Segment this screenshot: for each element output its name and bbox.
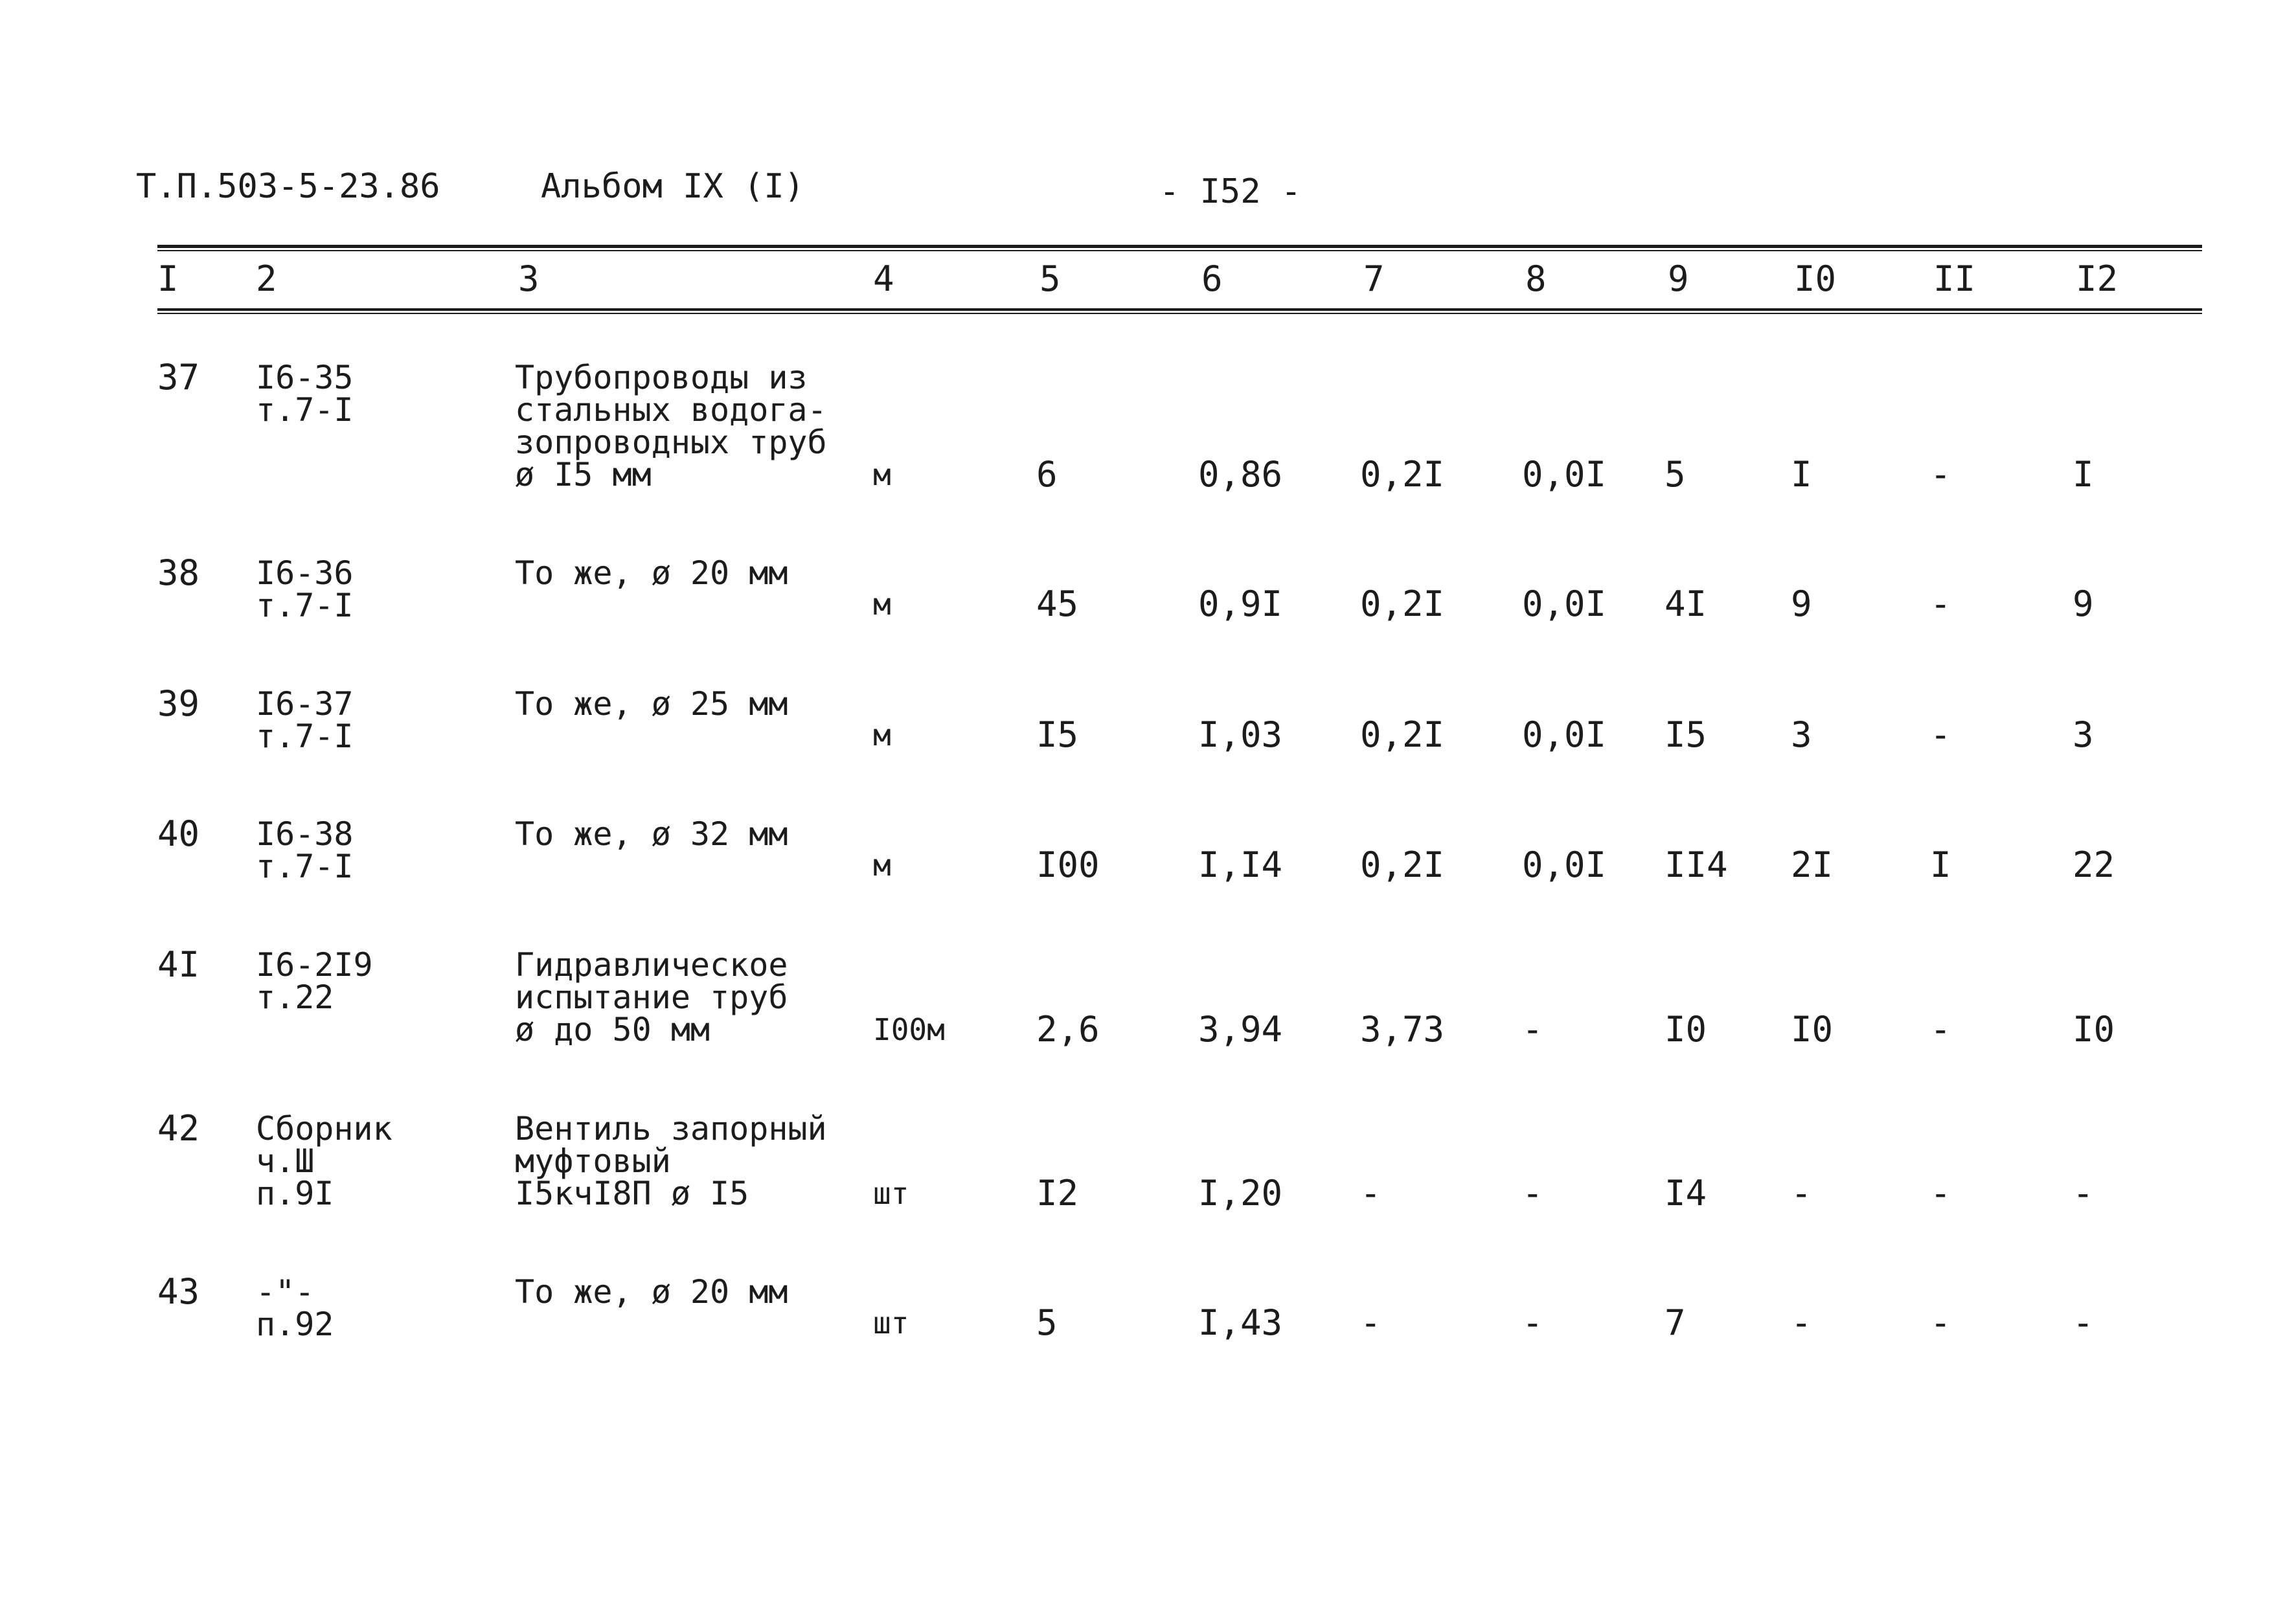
cell-unit: шт [873,1306,909,1340]
cell-c11: - [1930,454,1951,495]
cell-ref: I6-36 т.7-I [256,554,354,624]
column-header-10: I0 [1794,258,1837,299]
cell-c8: 0,0I [1522,714,1607,755]
column-header-9: 9 [1668,258,1689,299]
cell-c6: I,20 [1198,1173,1283,1214]
column-header-11: II [1933,258,1976,299]
cell-num: 37 [157,357,200,398]
cell-unit: шт [873,1176,909,1211]
cell-c6: 0,9I [1198,583,1283,624]
header-bottom-rule [157,308,2202,311]
column-header-3: 3 [518,258,540,299]
cell-c9: 4I [1665,583,1707,624]
header-bottom-rule-thin [157,313,2202,314]
cell-c8: - [1522,1173,1543,1214]
cell-c7: 0,2I [1360,844,1445,885]
cell-c7: - [1360,1302,1381,1343]
table-top-rule [157,245,2202,248]
cell-c10: - [1791,1302,1812,1343]
cell-c8: - [1522,1009,1543,1050]
cell-ref: I6-35 т.7-I [256,359,354,429]
cell-c5: 2,6 [1036,1009,1100,1050]
cell-c8: - [1522,1302,1543,1343]
cell-c11: - [1930,1009,1951,1050]
column-header-4: 4 [873,258,894,299]
cell-unit: м [873,848,891,883]
column-header-12: I2 [2076,258,2119,299]
cell-c12: I0 [2073,1009,2115,1050]
cell-ref: I6-2I9 т.22 [256,946,373,1016]
cell-c10: 9 [1791,583,1812,624]
cell-c8: 0,0I [1522,844,1607,885]
column-header-7: 7 [1363,258,1385,299]
cell-c9: I4 [1665,1173,1707,1214]
cell-c10: 3 [1791,714,1812,755]
cell-c7: 0,2I [1360,714,1445,755]
cell-c11: I [1930,844,1951,885]
page-number: - I52 - [1159,172,1302,211]
cell-c9: I5 [1665,714,1707,755]
cell-num: 40 [157,813,200,854]
cell-unit: м [873,718,891,752]
cell-name: Гидравлическое испытание труб ø до 50 мм [515,946,788,1048]
cell-c12: 3 [2073,714,2094,755]
cell-c10: I0 [1791,1009,1834,1050]
cell-unit: I00м [873,1012,945,1047]
cell-c5: 45 [1036,583,1079,624]
cell-name: То же, ø 20 мм [515,1273,788,1311]
album-title: Альбом IX (I) [541,167,804,206]
cell-c11: - [1930,583,1951,624]
cell-c6: 3,94 [1198,1009,1283,1050]
cell-c10: 2I [1791,844,1834,885]
cell-unit: м [873,457,891,492]
cell-c7: 3,73 [1360,1009,1445,1050]
cell-name: Трубопроводы из стальных водога- зопроводных труб ø I5 мм [515,359,827,493]
cell-name: То же, ø 32 мм [515,815,788,853]
cell-c11: - [1930,714,1951,755]
cell-num: 39 [157,683,200,724]
cell-c10: - [1791,1173,1812,1214]
cell-name: Вентиль запорный муфтовый I5кчI8П ø I5 [515,1110,827,1212]
cell-c9: II4 [1665,844,1728,885]
cell-name: То же, ø 20 мм [515,554,788,592]
cell-name: То же, ø 25 мм [515,685,788,723]
cell-num: 38 [157,552,200,593]
column-header-5: 5 [1040,258,1061,299]
cell-c10: I [1791,454,1812,495]
cell-c6: I,43 [1198,1302,1283,1343]
cell-c6: 0,86 [1198,454,1283,495]
column-header-8: 8 [1525,258,1547,299]
cell-unit: м [873,587,891,622]
cell-c12: I [2073,454,2094,495]
cell-c12: - [2073,1173,2094,1214]
cell-c5: I2 [1036,1173,1079,1214]
cell-c6: I,03 [1198,714,1283,755]
cell-ref: I6-37 т.7-I [256,685,354,755]
cell-c11: - [1930,1173,1951,1214]
cell-c9: 7 [1665,1302,1686,1343]
cell-c12: 9 [2073,583,2094,624]
cell-c11: - [1930,1302,1951,1343]
cell-num: 42 [157,1108,200,1149]
cell-c12: - [2073,1302,2094,1343]
cell-c9: I0 [1665,1009,1707,1050]
cell-c12: 22 [2073,844,2115,885]
cell-ref: I6-38 т.7-I [256,815,354,885]
cell-c5: I5 [1036,714,1079,755]
document-code: Т.П.503-5-23.86 [136,167,440,206]
cell-c7: 0,2I [1360,583,1445,624]
cell-c6: I,I4 [1198,844,1283,885]
cell-c5: 5 [1036,1302,1058,1343]
table-top-rule-thin [157,250,2202,251]
cell-ref: -"- п.92 [256,1273,334,1343]
cell-c8: 0,0I [1522,454,1607,495]
cell-c9: 5 [1665,454,1686,495]
cell-c5: 6 [1036,454,1058,495]
column-header-6: 6 [1201,258,1223,299]
cell-c7: - [1360,1173,1381,1214]
column-header-1: I [157,258,179,299]
cell-c8: 0,0I [1522,583,1607,624]
cell-c7: 0,2I [1360,454,1445,495]
cell-ref: Сборник ч.Ш п.9I [256,1110,392,1212]
column-header-2: 2 [256,258,277,299]
cell-num: 43 [157,1271,200,1312]
cell-num: 4I [157,944,200,985]
cell-c5: I00 [1036,844,1100,885]
